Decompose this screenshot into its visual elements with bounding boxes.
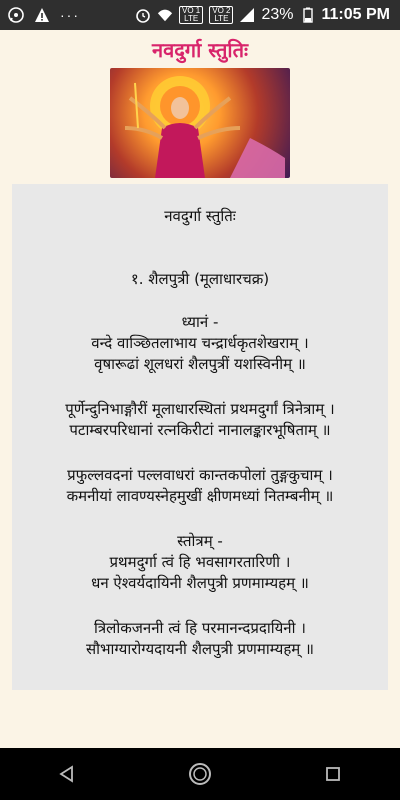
more-dots-icon: ··· — [60, 7, 80, 23]
durga-hero-image — [110, 68, 290, 178]
back-button[interactable] — [47, 754, 87, 794]
verse-line: त्रिलोकजननी त्वं हि परमानन्दप्रदायिनी । — [94, 619, 306, 637]
verse-line: पूर्णेन्दुनिभाङ्गौरीं मूलाधारस्थितां प्रथमदुर्गां त्रिनेत्राम् । — [65, 400, 335, 418]
volte1-icon — [179, 6, 203, 24]
stuti-text-card[interactable] — [12, 184, 388, 690]
verse-line: पटाम्बरपरिधानां रत्नकिरीटां नानालङ्कारभूषिताम् ॥ — [69, 421, 331, 439]
verse-line: वृषारूढां शूलधरां शैलपुत्रीं यशस्विनीम् ॥ — [94, 355, 306, 373]
warning-icon — [34, 7, 50, 23]
volte2-label: VO 2 — [212, 6, 231, 15]
volte1-lte-label: LTE — [184, 14, 199, 23]
status-bar — [0, 0, 400, 30]
volte2-icon — [209, 6, 233, 24]
volte2-lte-label: LTE — [214, 14, 229, 23]
wifi-icon — [157, 7, 173, 23]
back-icon — [58, 765, 76, 783]
battery-percentage: 23% — [261, 6, 294, 23]
home-button[interactable] — [180, 754, 220, 794]
dhyanam-label: ध्यानं - — [181, 313, 219, 331]
verse-line: प्रथमदुर्गा त्वं हि भवसागरतारिणी । — [109, 553, 291, 571]
verse-line: सौभाग्यारोग्यदायनी शैलपुत्री प्रणमाम्यहम् ॥ — [85, 640, 315, 658]
alarm-icon — [135, 7, 151, 23]
recents-button[interactable] — [313, 754, 353, 794]
battery-icon — [300, 7, 316, 23]
whatsapp-icon — [8, 7, 24, 23]
signal-icon — [239, 7, 255, 23]
recents-icon — [325, 766, 341, 782]
page-title: नवदुर्गा स्तुतिः — [151, 38, 249, 62]
section-title-shailputri: १. शैलपुत्री (मूलाधारचक्र) — [130, 270, 270, 288]
navigation-bar — [0, 748, 400, 800]
home-icon — [188, 762, 212, 786]
clock: 11:05 PM — [321, 6, 390, 23]
verse-line: कमनीयां लावण्यस्नेहमुखीं क्षीणमध्यां नितम्बनीम् ॥ — [66, 487, 334, 505]
durga-illustration — [110, 68, 290, 178]
stotram-label: स्तोत्रम् - — [177, 532, 223, 550]
verse-line: वन्दे वाञ्छितलाभाय चन्द्रार्धकृतशेखराम् । — [91, 334, 309, 352]
stuti-heading: नवदुर्गा स्तुतिः — [164, 207, 236, 225]
volte1-label: VO 1 — [182, 6, 201, 15]
verse-line: प्रफुल्लवदनां पल्लवाधरां कान्तकपोलां तुङ्गकुचाम् । — [67, 466, 333, 484]
verse-line: धन ऐश्वर्यदायिनी शैलपुत्री प्रणमाम्यहम् ॥ — [91, 574, 309, 592]
